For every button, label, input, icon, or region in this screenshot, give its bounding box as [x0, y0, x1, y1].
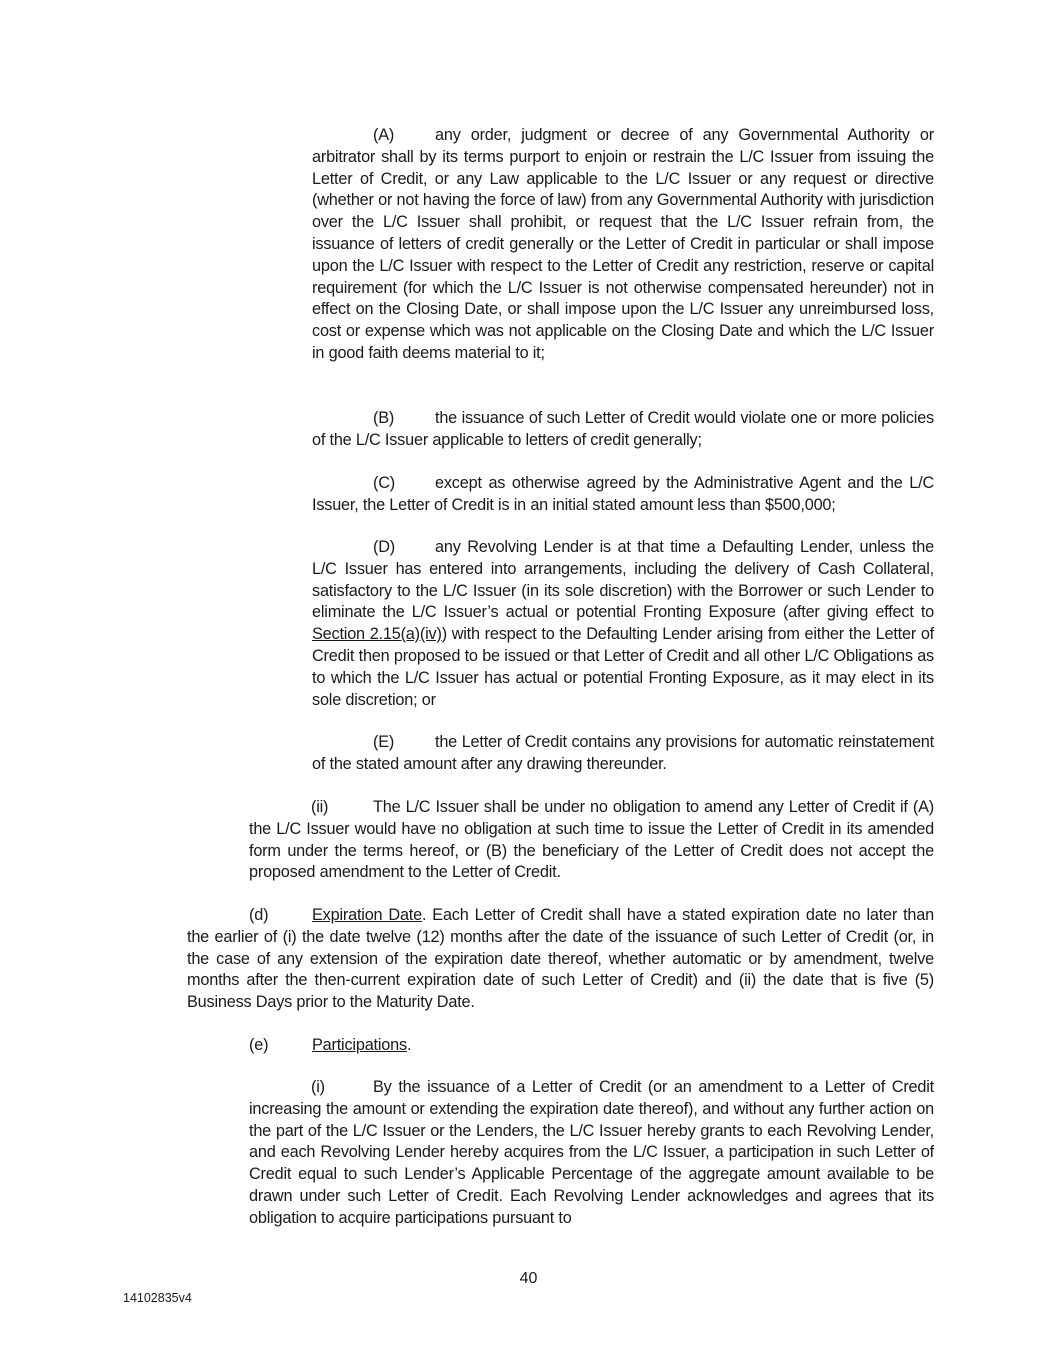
clause-label: (C)	[373, 474, 396, 492]
section-e	[187, 1035, 934, 1057]
clause-text: except as otherwise agreed by the Administrative Agent and the L/C Issuer, the Letter of Credit is in an initial stated amount less than $500,000;	[312, 474, 934, 514]
section-heading: Participations	[312, 1036, 407, 1054]
section-label: (d)	[249, 906, 269, 924]
section-heading: Expiration Date	[312, 906, 422, 924]
clause-label: (D)	[373, 538, 396, 556]
clause-label: (B)	[373, 409, 395, 427]
clause-text-before: any Revolving Lender is at that time a Defaulting Lender, unless the L/C Issuer has entered into arrangements, including the delivery of Cash Collateral, satisfactory to the L/C Issuer (in its sole discretion) with the Borrower or such Lender to eliminate the L/C Issuer’s actual or potential Fronting Exposure (after giving effect to	[312, 538, 934, 622]
clause-label: (E)	[373, 733, 395, 751]
clause-text: any order, judgment or decree of any Governmental Authority or arbitrator shall by its terms purport to enjoin or restrain the L/C Issuer from issuing the Letter of Credit, or any Law applicable to the L/C Issuer or any request or directive (whether or not having the force of law) from any Governmental Authority with jurisdiction over the L/C Issuer shall prohibit, or request that the L/C Issuer refrain from, the issuance of letters of credit generally or the Letter of Credit in particular or shall impose upon the L/C Issuer with respect to the Letter of Credit any restriction, reserve or capital requirement (for which the L/C Issuer is not otherwise compensated hereunder) not in effect on the Closing Date, or shall impose upon the L/C Issuer any unreimbursed loss, cost or expense which was not applicable on the Closing Date and which the L/C Issuer in good faith deems material to it;	[312, 126, 934, 362]
clause-E	[312, 732, 934, 776]
section-text: . Each Letter of Credit shall have a stated expiration date no later than the earlier of (i) the date twelve (12) months after the date of the issuance of such Letter of Credit (or, in the case of any extension of the expiration date thereof, whether automatic or by amendment, twelve months after the then-current expiration date of such Letter of Credit) and (ii) the date that is five (5) Business Days prior to the Maturity Date.	[187, 906, 934, 1012]
clause-text: the Letter of Credit contains any provisions for automatic reinstatement of the stated amount after any drawing thereunder.	[312, 733, 934, 773]
clause-ii	[249, 797, 934, 884]
clause-text: The L/C Issuer shall be under no obligation to amend any Letter of Credit if (A) the L/C Issuer would have no obligation at such time to issue the Letter of Credit in its amended form under the terms hereof, or (B) the beneficiary of the Letter of Credit does not accept the proposed amendment to the Letter of Credit.	[249, 798, 934, 882]
section-reference-link[interactable]: Section 2.15(a)(iv)	[312, 625, 442, 644]
section-label: (e)	[249, 1036, 269, 1054]
section-text: .	[406, 1036, 412, 1054]
page-number: 40	[519, 1270, 538, 1287]
clause-label: (i)	[311, 1078, 325, 1096]
clause-text: the issuance of such Letter of Credit would violate one or more policies of the L/C Issuer applicable to letters of credit generally;	[312, 409, 934, 449]
clause-C	[312, 473, 934, 517]
section-d	[187, 905, 934, 1014]
clause-B	[312, 408, 934, 452]
clause-A	[312, 125, 934, 365]
clause-D	[312, 537, 934, 711]
clause-text-after: ) with respect to the Defaulting Lender arising from either the Letter of Credit then proposed to be issued or that Letter of Credit and all other L/C Obligations as to which the L/C Issuer has actual or potential Fronting Exposure, as it may elect in its sole discretion; or	[312, 625, 935, 709]
document-id: 14102835v4	[123, 1291, 192, 1305]
clause-label: (A)	[373, 126, 395, 144]
clause-label: (ii)	[311, 798, 329, 816]
clause-text: By the issuance of a Letter of Credit (or an amendment to a Letter of Credit increasing the amount or extending the expiration date thereof), and without any further action on the part of the L/C Issuer or the Lenders, the L/C Issuer hereby grants to each Revolving Lender, and each Revolving Lender hereby acquires from the L/C Issuer, a participation in such Letter of Credit equal to such Lender’s Applicable Percentage of the aggregate amount available to be drawn under such Letter of Credit. Each Revolving Lender acknowledges and agrees that its obligation to acquire participations pursuant to	[249, 1078, 934, 1227]
clause-i	[249, 1077, 934, 1230]
